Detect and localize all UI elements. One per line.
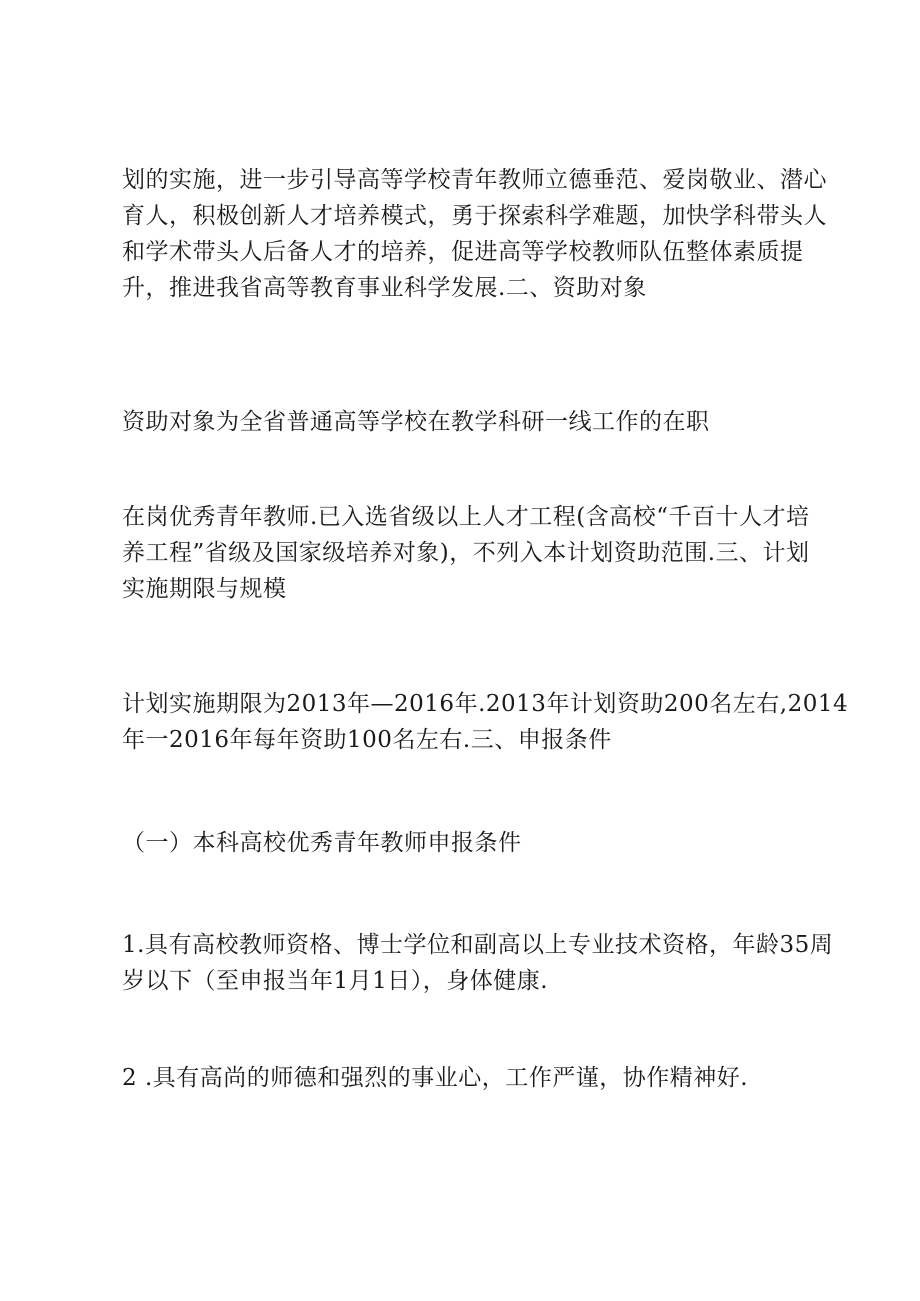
text-line: 育人，积极创新人才培养模式，勇于探索科学难题，加快学科带头人 <box>122 203 827 229</box>
text-line: 实施期限与规模 <box>122 576 287 602</box>
text-line: 资助对象为全省普通高等学校在教学科研一线工作的在职 <box>122 409 710 435</box>
text-line: 在岗优秀青年教师.已入选省级以上人才工程(含高校“千百十人才培 <box>122 504 810 530</box>
paragraph-plan-purpose <box>122 162 827 306</box>
text-line: 划的实施，进一步引导高等学校青年教师立德垂范、爱岗敬业、潜心 <box>122 167 827 193</box>
text-line: 岁以下（至申报当年1月1日），身体健康. <box>122 968 549 994</box>
section-heading-undergrad-conditions <box>122 825 822 861</box>
text-line: 升，推进我省高等教育事业科学发展.二、资助对象 <box>122 275 647 301</box>
list-item-condition-1 <box>122 927 834 999</box>
text-line: 养工程”省级及国家级培养对象)，不列入本计划资助范围.三、计划 <box>122 540 810 566</box>
text-line: 2 .具有高尚的师德和强烈的事业心，工作严谨，协作精神好. <box>122 1065 749 1091</box>
text-line: 年一2016年每年资助100名左右.三、申报条件 <box>122 727 612 753</box>
list-item-condition-2 <box>122 1060 822 1096</box>
paragraph-funding-target <box>122 404 822 440</box>
text-line: 计划实施期限为2013年—2016年.2013年计划资助200名左右,2014 <box>122 691 849 717</box>
text-line: 1.具有高校教师资格、博士学位和副高以上专业技术资格，年龄35周 <box>122 932 834 958</box>
text-line: （一）本科高校优秀青年教师申报条件 <box>122 830 522 856</box>
paragraph-eligibility-exclusion <box>122 499 822 607</box>
text-line: 和学术带头人后备人才的培养，促进高等学校教师队伍整体素质提 <box>122 239 804 265</box>
paragraph-plan-period-scale <box>122 686 849 758</box>
